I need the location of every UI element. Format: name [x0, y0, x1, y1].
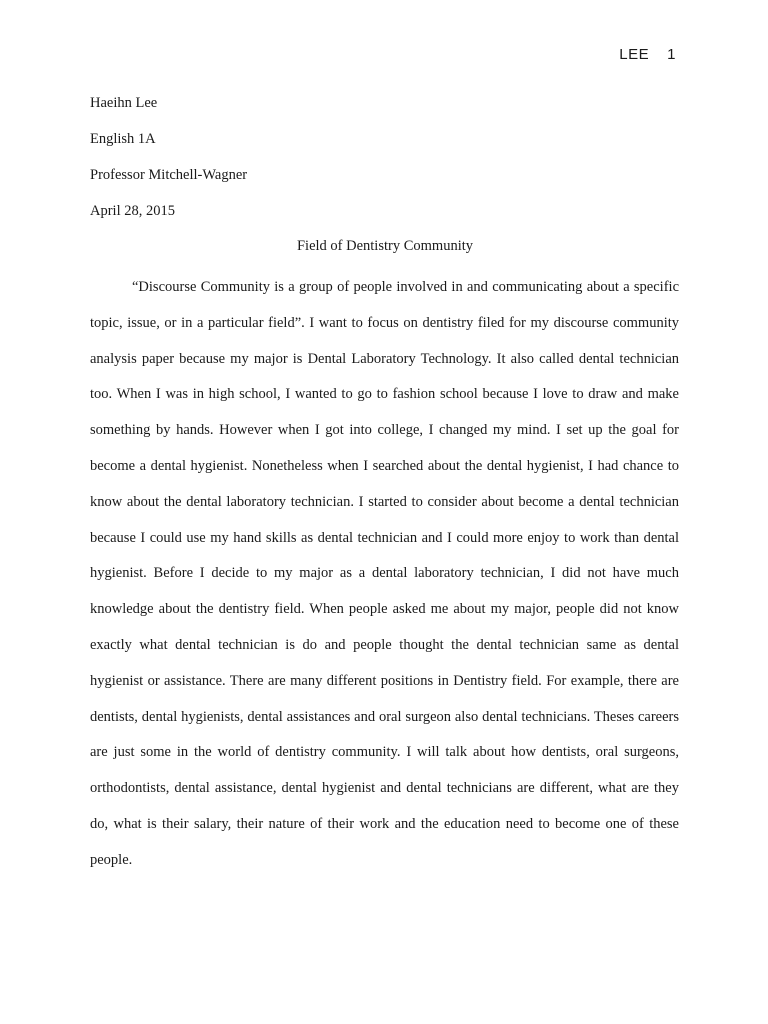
author-name: Haeihn Lee [90, 95, 158, 111]
running-head-name: LEE [619, 46, 650, 63]
essay-date: April 28, 2015 [90, 203, 175, 219]
body-paragraph: “Discourse Community is a group of people involved in and communicating about a specific topic, issue, or in a particular field”. I want to focus on dentistry filed for my discourse community analysis paper because my major is Dental Laboratory Technology. It also called dental technician too. When I was in high school, I wanted to go to fashion school because I love to draw and make something by hands. However when I got into college, I changed my mind. I set up the goal for become a dental hygienist. Nonetheless when I searched about the dental hygienist, I had chance to know about the dental laboratory technician. I started to consider about become a dental technician because I could use my hand skills as dental technician and I could more enjoy to work than dental hygienist. Before I decide to my major as a dental laboratory technician, I did not have much knowledge about the dentistry field. When people asked me about my major, people did not know exactly what dental technician is do and people thought the dental technician same as dental hygienist or assistance. There are many different positions in Dentistry field. For example, there are dentists, dental hygienists, dental assistances and oral surgeon also dental technicians. Theses careers are just some in the world of dentistry community. I will talk about how dentists, oral surgeons, orthodontists, dental assistance, dental hygienist and dental technicians are different, what are they do, what is their salary, their nature of their work and the education need to become one of these people. [90, 279, 679, 868]
page-number: 1 [667, 46, 676, 63]
mla-heading [90, 92, 680, 236]
essay-title: Field of Dentistry Community [296, 238, 473, 254]
instructor-name: Professor Mitchell-Wagner [90, 167, 248, 183]
course-name: English 1A [90, 131, 156, 147]
running-head [619, 46, 676, 63]
